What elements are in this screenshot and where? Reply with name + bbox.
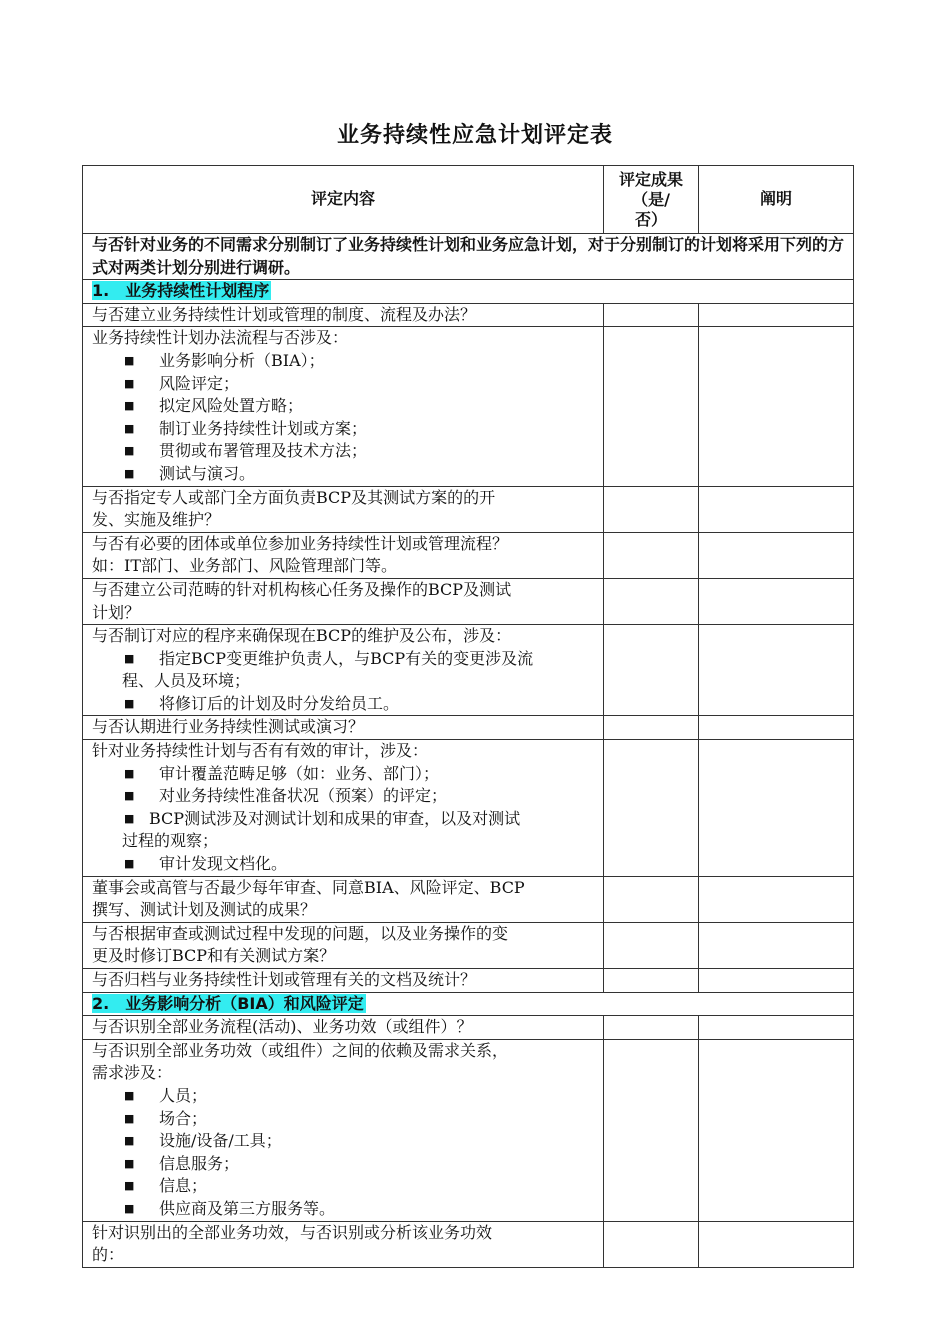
item-text [83,532,604,578]
result-cell[interactable] [604,876,699,922]
table-row [83,327,854,486]
list-item [92,648,599,671]
line: 董事会或高管与否最少每年审查、同意BIA、风险评定、BCP [92,877,525,897]
header-content: 评定内容 [83,166,604,234]
list-continuation: 过程的观察； [122,831,219,851]
list-text: 风险评定； [159,373,240,393]
list-text: 审计发现文档化。 [159,854,288,874]
section-1-highlight: 1. 业务持续性计划程序 [92,281,270,301]
result-cell[interactable] [604,716,699,740]
notes-cell[interactable] [699,1039,854,1221]
list-text: 拟定风险处置方略； [159,396,304,416]
list-item [92,1130,599,1153]
line: 与否识别全部业务功效（或组件）之间的依赖及需求关系， [92,1040,509,1060]
line: 与否指定专人或部门全方面负责BCP及其测试方案的的开 [92,487,496,507]
table-header [83,166,854,234]
list-item [92,463,599,486]
item-text [83,578,604,624]
bullet-icon: ■ [124,811,135,825]
header-result [604,166,699,234]
notes-cell[interactable] [699,303,854,327]
list-item [92,693,599,716]
line: 与否有必要的团体或单位参加业务持续性计划或管理流程？ [92,533,509,553]
item-text: 与否归档与业务持续性计划或管理有关的文档及统计？ [83,969,604,993]
item-text: 与否建立业务持续性计划或管理的制度、流程及办法？ [83,303,604,327]
notes-cell[interactable] [699,1221,854,1267]
bullet-icon: ■ [124,421,135,435]
list-text: 测试与演习。 [159,463,256,483]
notes-cell[interactable] [699,327,854,486]
line: 针对识别出的全部业务功效，与否识别或分析该业务功效 [92,1222,493,1242]
result-cell[interactable] [604,303,699,327]
bullet-icon: ■ [124,651,135,665]
list-item [92,1085,599,1108]
notes-cell[interactable] [699,486,854,532]
table-row [83,876,854,922]
list-item [92,1108,599,1131]
notes-cell[interactable] [699,625,854,716]
bullet-icon: ■ [124,857,135,871]
item-text: 与否识别全部业务流程(活动)、业务功效（或组件）？ [83,1016,604,1040]
table-row [83,716,854,740]
bullet-icon: ■ [124,399,135,413]
bullet-icon: ■ [124,696,135,710]
notes-cell[interactable] [699,740,854,877]
line: 撰写、测试计划及测试的成果？ [92,900,317,920]
item-text [83,922,604,968]
result-cell[interactable] [604,625,699,716]
header-result-l3: 否） [634,209,667,229]
result-cell[interactable] [604,922,699,968]
header-result-l2: （是/ [632,189,670,209]
header-result-l1: 评定成果 [618,169,683,189]
result-cell[interactable] [604,969,699,993]
notes-cell[interactable] [699,876,854,922]
bullet-icon: ■ [124,1156,135,1170]
section-row [83,992,854,1016]
list-text: 供应商及第三方服务等。 [159,1198,336,1218]
bullet-icon: ■ [124,1201,135,1215]
item-text [83,1221,604,1267]
bullet-icon: ■ [124,1134,135,1148]
bullet-icon: ■ [124,444,135,458]
item-text [83,327,604,486]
line: 与否根据审查或测试过程中发现的问题，以及业务操作的变 [92,923,509,943]
table-row [83,740,854,877]
line: 更及时修订BCP和有关测试方案？ [92,946,336,966]
notes-cell[interactable] [699,716,854,740]
table-row [83,922,854,968]
list-text: 信息服务； [159,1153,240,1173]
notes-cell[interactable] [699,969,854,993]
list-text: 指定BCP变更维护负责人，与BCP有关的变更涉及流 [159,648,534,668]
result-cell[interactable] [604,1039,699,1221]
section-2-highlight: 2. 业务影响分析（BIA）和风险评定 [92,993,364,1013]
list-text: 贯彻或布署管理及技术方法； [159,441,368,461]
section-row [83,280,854,304]
list-item [92,808,599,831]
item-text [83,876,604,922]
notes-cell[interactable] [699,532,854,578]
list-item [92,1153,599,1176]
list-item [92,853,599,876]
section-1-title [83,280,854,304]
result-cell[interactable] [604,532,699,578]
line: 与否建立公司范畴的针对机构核心任务及操作的BCP及测试 [92,579,512,599]
list-item [92,763,599,786]
notes-cell[interactable] [699,922,854,968]
list-item [92,373,599,396]
list-text: 业务影响分析（BIA）； [159,350,325,370]
item-text: 与否认期进行业务持续性测试或演习？ [83,716,604,740]
page-title: 业务持续性应急计划评定表 [336,123,613,148]
evaluation-table [82,165,854,1268]
result-cell[interactable] [604,1016,699,1040]
list-text: BCP测试涉及对测试计划和成果的审查，以及对测试 [149,808,521,828]
table-row [83,532,854,578]
line: 如：IT部门、业务部门、风险管理部门等。 [92,556,397,576]
item-lead: 针对业务持续性计划与否有有效的审计，涉及： [92,741,429,761]
line: 需求涉及： [92,1063,173,1083]
table-row [83,969,854,993]
section-2-title [83,992,854,1016]
table-row [83,303,854,327]
table-row [83,1221,854,1267]
item-text [83,740,604,877]
list-continuation: 程、人员及环境； [122,671,251,691]
bullet-icon: ■ [124,766,135,780]
bullet-icon: ■ [124,353,135,367]
bullet-icon: ■ [124,376,135,390]
list-text: 场合； [159,1108,208,1128]
bullet-icon: ■ [124,789,135,803]
list-text: 信息； [159,1176,208,1196]
table-row [83,486,854,532]
item-text [83,1039,604,1221]
list-item [92,395,599,418]
result-cell[interactable] [604,740,699,877]
bullet-icon: ■ [124,1088,135,1102]
table-row [83,1016,854,1040]
intro-row [83,234,854,280]
list-text: 审计覆盖范畴足够（如：业务、部门）； [159,763,440,783]
table-row [83,625,854,716]
notes-cell[interactable] [699,578,854,624]
result-cell[interactable] [604,578,699,624]
list-text: 人员； [159,1085,208,1105]
result-cell[interactable] [604,1221,699,1267]
list-text: 将修订后的计划及时分发给员工。 [159,693,400,713]
line: 发、实施及维护？ [92,510,221,530]
table-row [83,1039,854,1221]
item-text [83,625,604,716]
list-item [92,1175,599,1198]
bullet-icon: ■ [124,1111,135,1125]
list-text: 设施/设备/工具； [159,1131,282,1151]
list-text: 制订业务持续性计划或方案； [159,418,368,438]
list-item [92,785,599,808]
list-item [92,418,599,441]
bullet-icon: ■ [124,466,135,480]
line: 的： [92,1245,125,1265]
header-notes: 阐明 [699,166,854,234]
table-row [83,578,854,624]
list-item [92,350,599,373]
intro-text: 与否针对业务的不同需求分别制订了业务持续性计划和业务应急计划，对于分别制订的计划将采用下列的方式对两类计划分别进行调研。 [83,234,854,280]
item-text [83,486,604,532]
notes-cell[interactable] [699,1016,854,1040]
result-cell[interactable] [604,486,699,532]
list-item [92,440,599,463]
list-item [92,1198,599,1221]
line: 计划？ [92,602,141,622]
list-text: 对业务持续性准备状况（预案）的评定； [159,786,448,806]
item-lead: 与否制订对应的程序来确保现在BCP的维护及公布，涉及： [92,626,512,646]
result-cell[interactable] [604,327,699,486]
item-lead: 业务持续性计划办法流程与否涉及： [92,328,349,348]
bullet-icon: ■ [124,1179,135,1193]
